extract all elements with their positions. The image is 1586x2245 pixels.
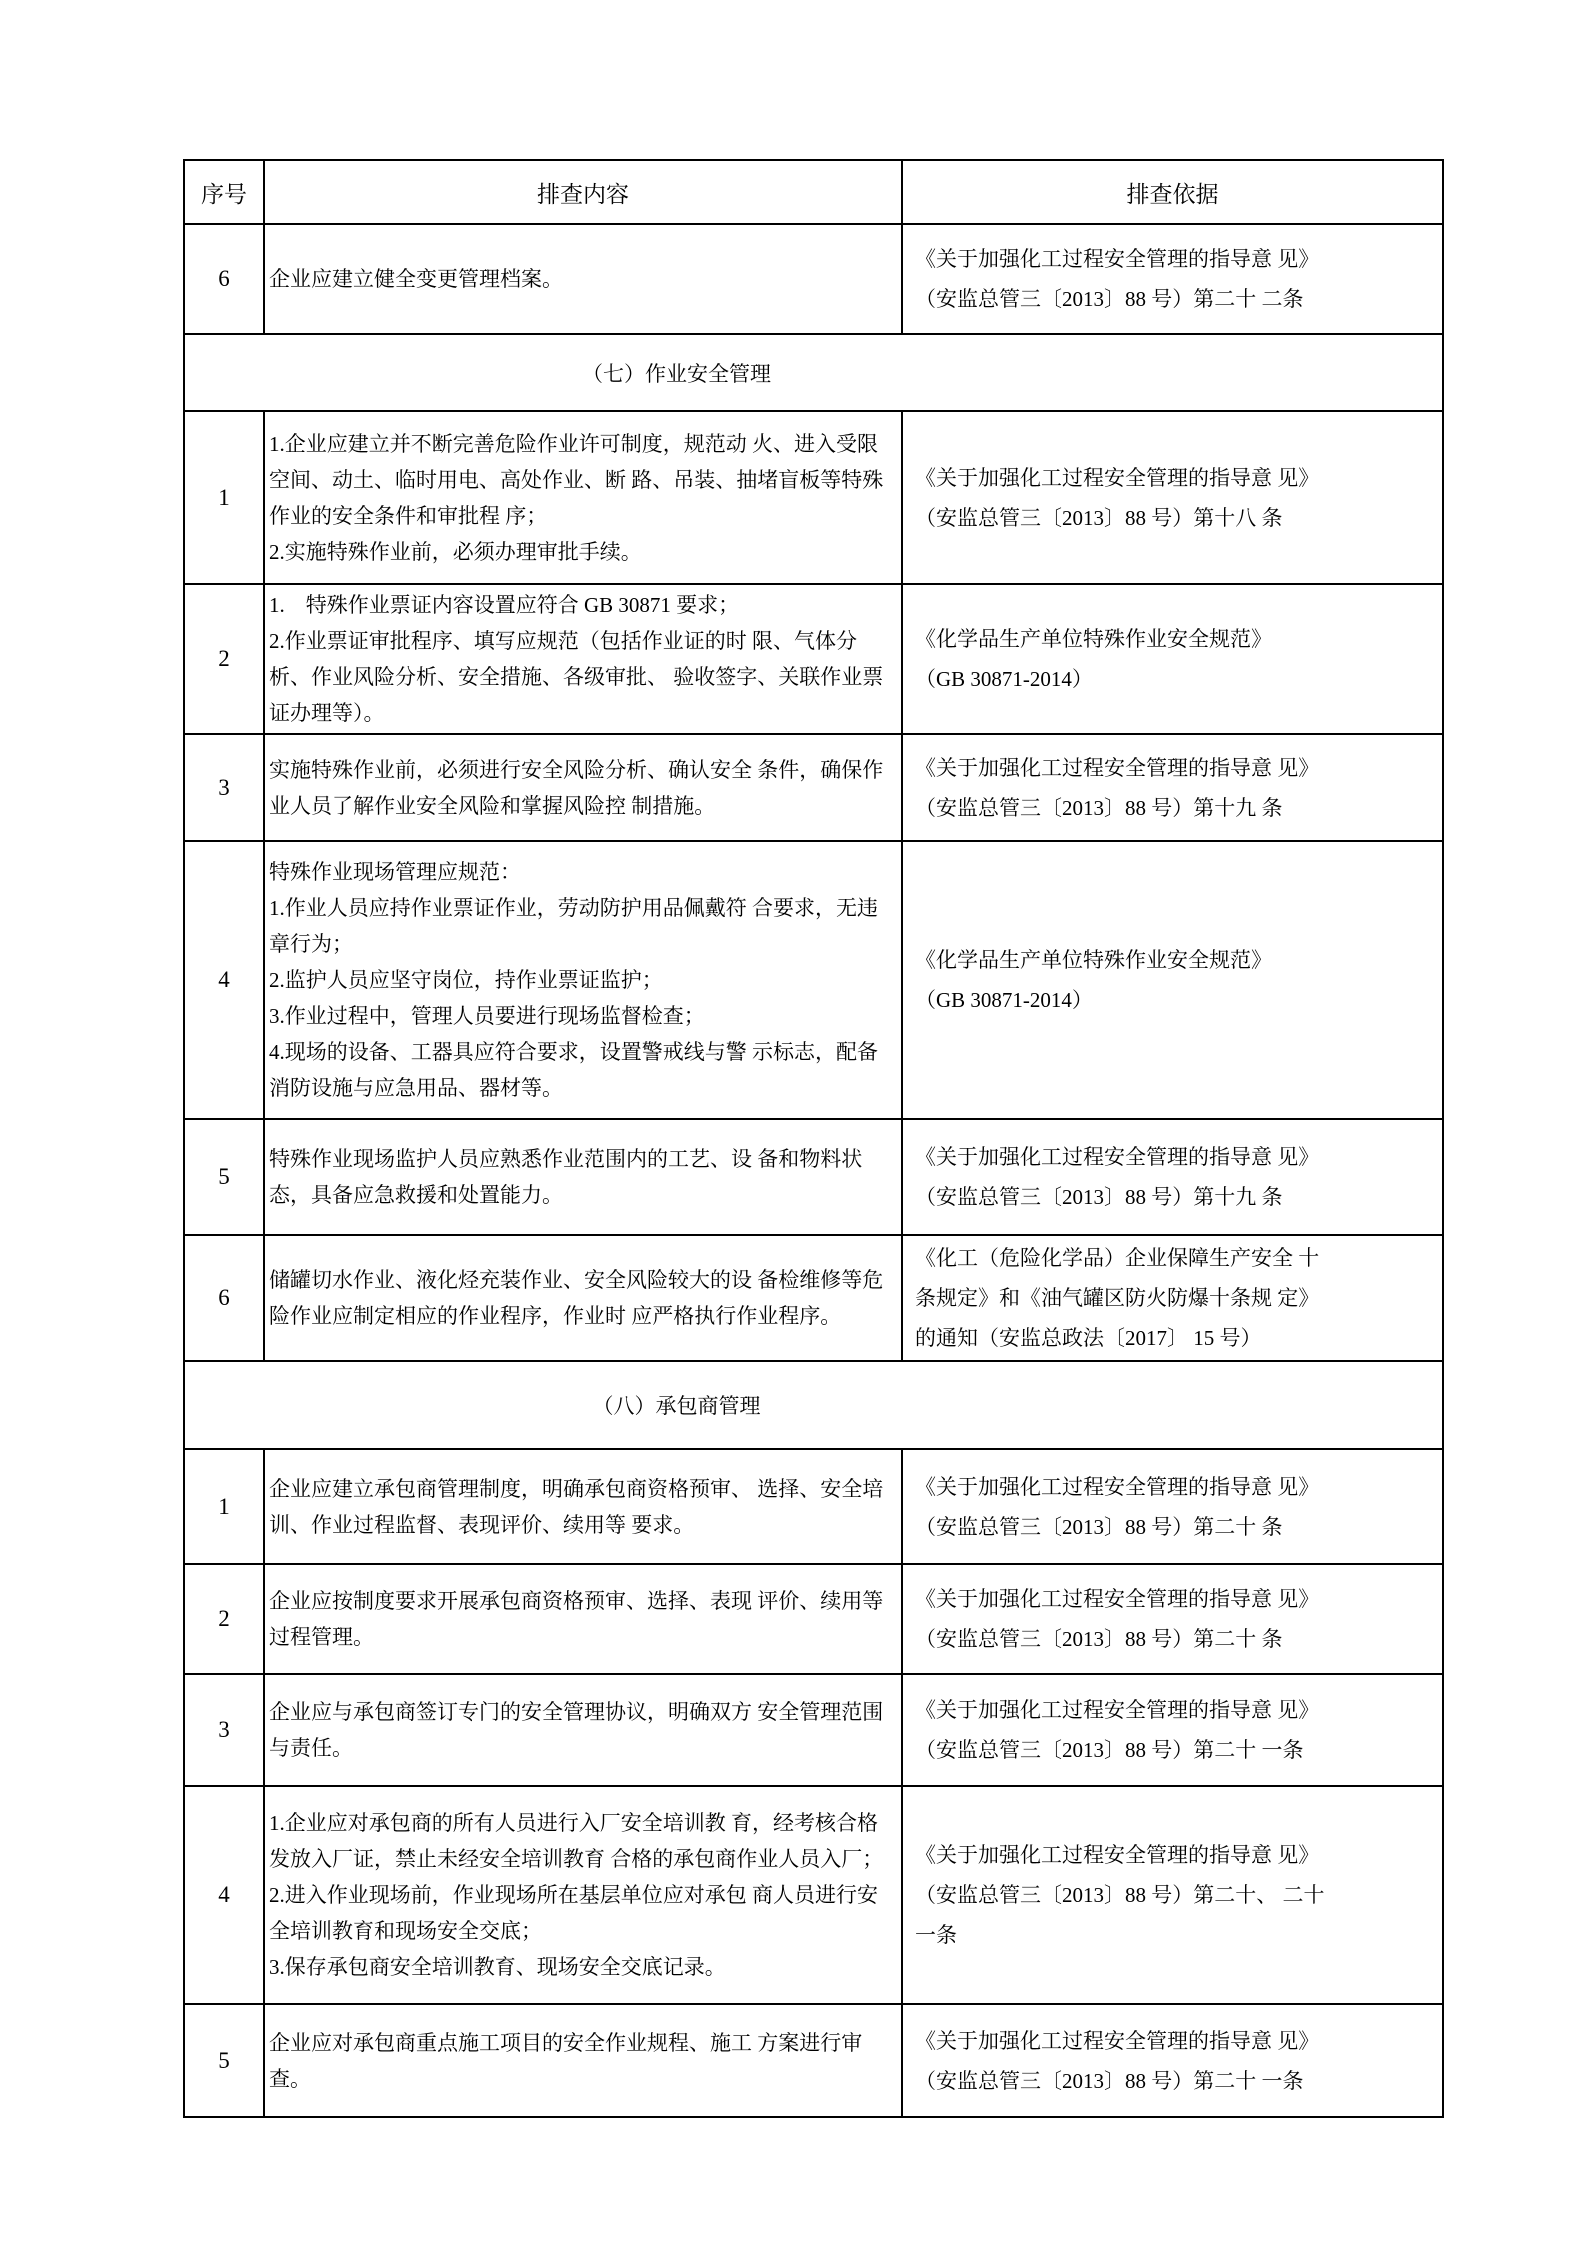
basis-line: 《关于加强化工过程安全管理的指导意 见》 [915,2028,1320,2053]
basis-cell [902,584,1443,734]
content-paragraph: 储罐切水作业、液化烃充装作业、安全风险较大的设 备检维修等危险作业应制定相应的作业程序，作业时 应严格执行作业程序。 [269,1268,884,1328]
row-number-cell: 5 [184,2004,264,2117]
section-header-row [184,334,1443,411]
content-cell [264,1235,902,1361]
table-row [184,1786,1443,2004]
basis-line: （安监总管三〔2013〕88 号）第十九 条 [915,795,1283,820]
basis-line: 条规定》和《油气罐区防火防爆十条规 定》 [915,1286,1320,1310]
basis-cell [902,1449,1443,1564]
basis-line: 《化学品生产单位特殊作业安全规范》 [915,948,1272,972]
content-cell [264,734,902,841]
section-title: （七）作业安全管理 [184,334,1443,411]
content-paragraph: 2.监护人员应坚守岗位，持作业票证监护； [269,968,663,992]
content-cell [264,1786,902,2004]
basis-cell [902,1235,1443,1361]
basis-line: 《化学品生产单位特殊作业安全规范》 [915,627,1272,651]
basis-line: （安监总管三〔2013〕88 号）第二十 条 [915,1514,1283,1539]
basis-line: （安监总管三〔2013〕88 号）第二十 一条 [915,1738,1304,1762]
section-title: （八）承包商管理 [184,1361,1443,1449]
basis-line: （安监总管三〔2013〕88 号）第二十 二条 [915,287,1304,311]
table-row [184,2004,1443,2117]
basis-cell [902,841,1443,1119]
basis-cell [902,734,1443,841]
content-cell [264,841,902,1119]
content-paragraph: 企业应与承包商签订专门的安全管理协议，明确双方 安全管理范围与责任。 [269,1700,884,1760]
content-paragraph: 2.实施特殊作业前，必须办理审批手续。 [269,539,642,564]
row-number-cell: 1 [184,1449,264,1564]
content-cell [264,584,902,734]
basis-cell [902,1119,1443,1235]
content-cell [264,1674,902,1786]
basis-line: 《关于加强化工过程安全管理的指导意 见》 [915,755,1320,780]
table-row [184,1564,1443,1674]
content-paragraph: 特殊作业现场监护人员应熟悉作业范围内的工艺、设 备和物料状态，具备应急救援和处置能力。 [269,1147,863,1207]
content-paragraph: 2.进入作业现场前，作业现场所在基层单位应对承包 商人员进行安全培训教育和现场安全交底； [269,1883,878,1943]
row-number-cell: 2 [184,1564,264,1674]
table-row [184,224,1443,334]
basis-line: 《关于加强化工过程安全管理的指导意 见》 [915,1843,1320,1867]
basis-line: （安监总管三〔2013〕88 号）第十九 条 [915,1185,1283,1209]
header-serial-number: 序号 [184,160,264,224]
basis-line: 《化工（危险化学品）企业保障生产安全 十 [915,1246,1320,1270]
content-paragraph: 3.保存承包商安全培训教育、现场安全交底记录。 [269,1955,726,1979]
row-number-cell: 4 [184,1786,264,2004]
row-number-cell: 2 [184,584,264,734]
basis-line: （GB 30871-2014） [915,667,1093,691]
table-row [184,734,1443,841]
basis-cell [902,1674,1443,1786]
table-row [184,1449,1443,1564]
basis-line: （安监总管三〔2013〕88 号）第二十 条 [915,1627,1283,1651]
content-cell [264,411,902,584]
basis-cell [902,2004,1443,2117]
basis-line: （安监总管三〔2013〕88 号）第二十、 二十 [915,1883,1325,1907]
basis-line: 一条 [915,1923,957,1947]
content-cell [264,1564,902,1674]
content-cell [264,1449,902,1564]
basis-line: 的通知（安监总政法〔2017〕 15 号） [915,1326,1262,1350]
row-number-cell: 6 [184,1235,264,1361]
content-paragraph: 3.作业过程中，管理人员要进行现场监督检查； [269,1004,705,1028]
basis-cell [902,411,1443,584]
table-row [184,841,1443,1119]
content-paragraph: 1.企业应对承包商的所有人员进行入厂安全培训教 育，经考核合格发放入厂证，禁止未经安全培训教育 合格的承包商作业人员入厂； [269,1811,884,1871]
table-row [184,1119,1443,1235]
content-paragraph: 特殊作业现场管理应规范： [269,860,521,884]
basis-line: （GB 30871-2014） [915,988,1093,1012]
table-row [184,411,1443,584]
basis-cell [902,224,1443,334]
basis-line: （安监总管三〔2013〕88 号）第二十 一条 [915,2068,1304,2093]
content-paragraph: 企业应对承包商重点施工项目的安全作业规程、施工 方案进行审查。 [269,2030,863,2091]
content-paragraph: 企业应建立健全变更管理档案。 [269,267,563,291]
basis-line: 《关于加强化工过程安全管理的指导意 见》 [915,1587,1320,1611]
basis-line: 《关于加强化工过程安全管理的指导意 见》 [915,247,1320,271]
content-paragraph: 2.作业票证审批程序、填写应规范（包括作业证的时 限、气体分析、作业风险分析、安全措施、各级审批、 验收签字、关联作业票证办理等）。 [269,629,884,725]
inspection-table [183,159,1444,2118]
table-row [184,1674,1443,1786]
content-paragraph: 1.作业人员应持作业票证作业，劳动防护用品佩戴符 合要求，无违章行为； [269,896,878,956]
header-inspection-basis: 排查依据 [902,160,1443,224]
content-paragraph: 4.现场的设备、工器具应符合要求，设置警戒线与警 示标志，配备消防设施与应急用品、器材等。 [269,1040,878,1100]
content-paragraph: 1.企业应建立并不断完善危险作业许可制度，规范动 火、进入受限空间、动土、临时用电、高处作业、断 路、吊装、抽堵盲板等特殊作业的安全条件和审批程 序； [269,431,884,528]
row-number-cell: 4 [184,841,264,1119]
row-number-cell: 5 [184,1119,264,1235]
content-paragraph: 实施特殊作业前，必须进行安全风险分析、确认安全 条件，确保作业人员了解作业安全风险和掌握风险控 制措施。 [269,757,884,818]
content-cell [264,1119,902,1235]
table-row [184,584,1443,734]
row-number-cell: 6 [184,224,264,334]
header-inspection-content: 排查内容 [264,160,902,224]
basis-line: 《关于加强化工过程安全管理的指导意 见》 [915,1698,1320,1722]
basis-cell [902,1564,1443,1674]
row-number-cell: 3 [184,734,264,841]
row-number-cell: 3 [184,1674,264,1786]
basis-cell [902,1786,1443,2004]
table-body [184,224,1443,2117]
row-number-cell: 1 [184,411,264,584]
content-cell [264,2004,902,2117]
basis-line: 《关于加强化工过程安全管理的指导意 见》 [915,1474,1320,1499]
section-header-row [184,1361,1443,1449]
table-header-row [184,160,1443,224]
content-paragraph: 企业应建立承包商管理制度，明确承包商资格预审、 选择、安全培训、作业过程监督、表现评价、续用等 要求。 [269,1476,884,1537]
basis-line: 《关于加强化工过程安全管理的指导意 见》 [915,1145,1320,1169]
content-cell [264,224,902,334]
content-paragraph: 1. 特殊作业票证内容设置应符合 GB 30871 要求； [269,593,740,617]
basis-line: 《关于加强化工过程安全管理的指导意 见》 [915,465,1320,490]
content-paragraph: 企业应按制度要求开展承包商资格预审、选择、表现 评价、续用等过程管理。 [269,1589,884,1649]
basis-line: （安监总管三〔2013〕88 号）第十八 条 [915,505,1283,530]
table-row [184,1235,1443,1361]
